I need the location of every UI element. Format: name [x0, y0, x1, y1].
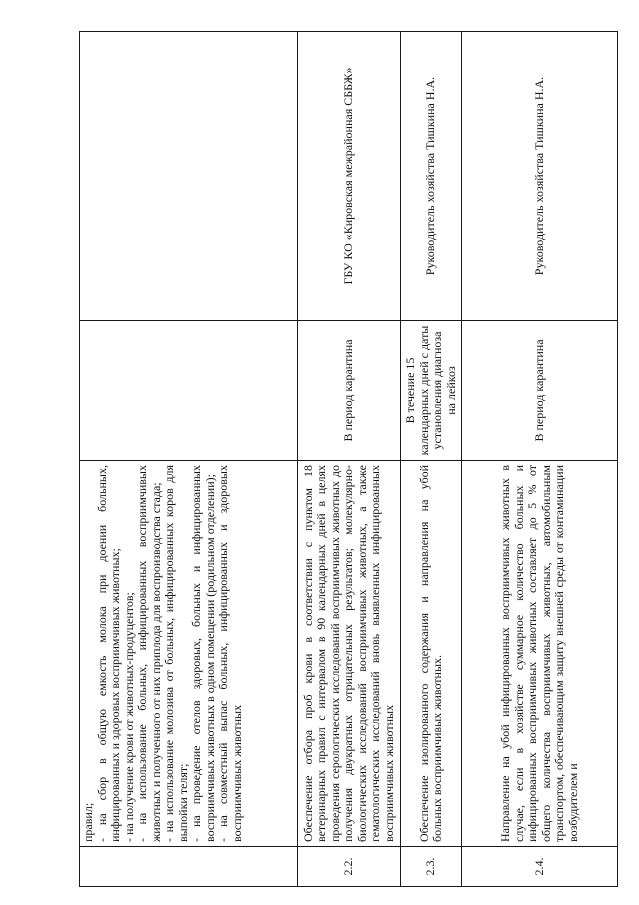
measures-table — [79, 31, 618, 887]
responsible-cell: Руководитель хозяйства Тишкина Н.А. — [462, 32, 618, 321]
table-row — [401, 32, 462, 887]
action-line: - на сбор в общую емкость молока при доении больных, инфицированных и здоровых восприимчивых животных; — [94, 465, 122, 842]
action-line: правил; — [81, 802, 95, 842]
table-row — [80, 32, 298, 887]
action-line: - на получение крови от животных-продуцентов; — [121, 592, 136, 842]
responsible-cell — [80, 32, 298, 321]
action-cell — [80, 461, 298, 847]
table-row — [298, 32, 401, 887]
row-number-cell: 2.3. — [401, 847, 462, 887]
term-cell: В период карантина — [462, 321, 618, 461]
term-cell: В течение 15 календарных дней с даты установления диагноза на лейкоз — [401, 321, 462, 461]
row-number-cell: 2.4. — [462, 847, 618, 887]
term-cell — [80, 321, 298, 461]
action-line: - на совместный выпас больных, инфицированных и здоровых восприимчивых животных — [216, 465, 244, 842]
table-row — [462, 32, 618, 887]
term-cell: В период карантина — [298, 321, 401, 461]
action-line: - на проведение отелов здоровых, больных и инфицированных восприимчивых животных в одном помещении (родильном отделении); — [189, 465, 217, 842]
rotated-page — [79, 32, 617, 887]
action-cell: Направление на убой инфицированных восприимчивых животных в случае, если в хозяйстве суммарное количество больных и инфицированных восприимчивых животных составляет до 5 % от общего количества восприимчивых животных, автомобильным транспортом, обеспечивающим защиту внешней среды от контаминации возбудителем и — [462, 461, 618, 847]
row-number-cell: 2.2. — [298, 847, 401, 887]
action-line: - на использование больных, инфицированных восприимчивых животных и полученного от них приплода для воспроизводства стада; — [135, 465, 163, 842]
responsible-cell: Руководитель хозяйства Тишкина Н.А. — [401, 32, 462, 321]
action-cell: Обеспечение изолированного содержания и направления на убой больных восприимчивых животных. — [401, 461, 462, 847]
action-line: - на использование молозива от больных, инфицированных коров для выпойки телят; — [162, 465, 190, 842]
row-number-cell — [80, 847, 298, 887]
responsible-cell: ГБУ КО «Кировская межрайонная СББЖ» — [298, 32, 401, 321]
action-cell: Обеспечение отбора проб крови в соответствии с пунктом 18 ветеринарных правил с интервалом в 90 календарных дней в целях проведения серологических исследований восприимчивых животных до получения двукратных отрицательных результатов; молекулярно-биологических исследований восприимчивых животных, а также гематологических исследований вновь выявленных инфицированных восприимчивых животных — [298, 461, 401, 847]
